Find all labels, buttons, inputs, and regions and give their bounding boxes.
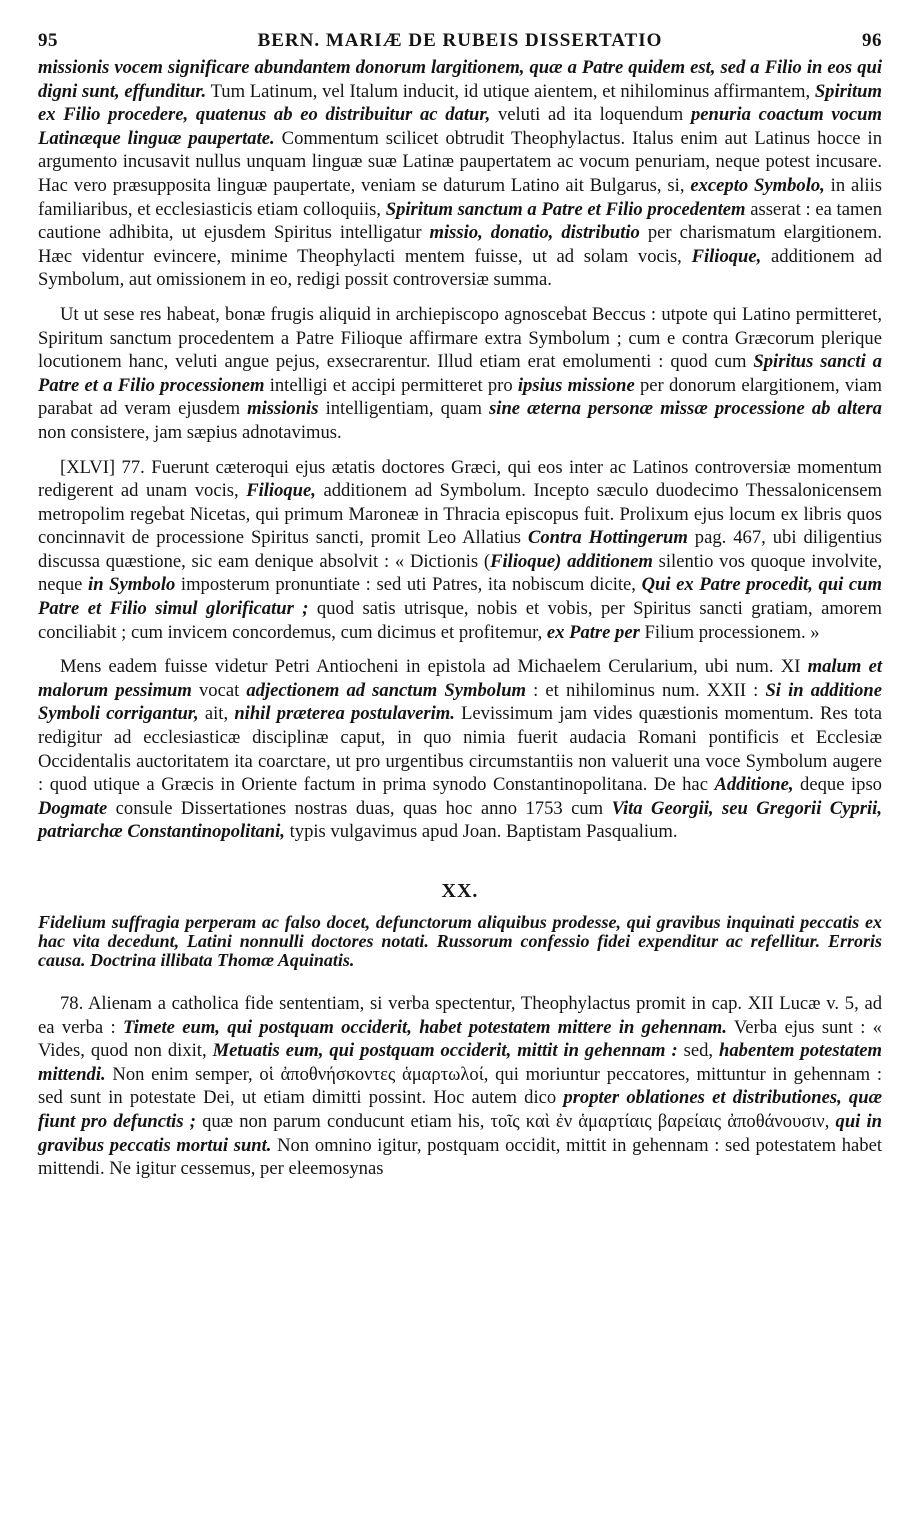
text-run: per charismatum elargitionem. Hæc videntur evincere, minime Theophylacti mentem fuisse, ut ad solam vocis, — [38, 222, 882, 267]
italic-run: Vita Georgii, seu Gregorii Cyprii, patriarchæ Constantinopolitani, — [38, 797, 882, 843]
text-run: vocat — [191, 679, 247, 701]
text-run: Tum Latinum, vel Italum inducit, id utique aientem, et nihilominus affirmantem, — [206, 80, 815, 102]
italic-run: habentem potestatem mittendi. — [38, 1040, 883, 1085]
italic-run: Timete eum, qui postquam occiderit, habet potestatem mittere in gehennam. — [122, 1016, 727, 1038]
text-run: consule Dissertationes nostras duas, quas hoc anno 1753 cum — [107, 797, 612, 819]
italic-run: qui in gravibus peccatis mortui sunt. — [38, 1110, 882, 1156]
italic-run: missionis vocem significare abundantem donorum largitionem, quæ a Patre quidem est, sed a Filio in eos qui digni sunt, effunditur. — [38, 57, 882, 102]
italic-run: sine æterna personæ missæ processione ab altera — [489, 398, 882, 420]
italic-run: excepto Symbolo, — [690, 174, 825, 196]
text-run: quod satis utrisque, nobis et vobis, per Spiritus sancti gratiam, amorem conciliabit ; cum invicem concordemus, cum dicimus et profitemur, — [38, 598, 882, 643]
italic-run: Metuatis eum, qui postquam occiderit, mittit in gehennam : — [212, 1040, 678, 1062]
italic-run: penuria coactum vocum Latinæque linguæ paupertate. — [38, 104, 882, 149]
text-run: imposterum pronuntiate : sed uti Patres, ita nobiscum dicite, — [175, 574, 642, 596]
italic-run: Additione, — [714, 774, 794, 796]
italic-run: Spiritum sanctum a Patre et Filio procedentem — [385, 198, 746, 220]
text-run: Non enim semper, οἱ ἀποθνήσκοντες ἁμαρτωλοί, qui moriuntur peccatores, mittuntur in gehennam : sed sunt in potestate Dei, ut etiam dimitti possint. Hoc autem dico — [38, 1063, 882, 1109]
text-run: deque ipso — [793, 774, 882, 796]
text-run: quæ non parum conducunt etiam his, τοῖς καὶ ἐν ἁμαρτίαις βαρείαις ἀποθάνουσιν, — [195, 1110, 836, 1132]
text-run: Levissimum jam vides quæstionis momentum. Res tota redigitur ad ecclesiasticæ disciplinæ caput, in quo nimia fuerit audacia Romani pontificis et Ecclesiæ Occidentalis auctoritatem ita coarctare, ut pro urgentibus circumstantiis non valuerit una voce Symbolum augere : quod utique a Græcis in Oriente factum in prima synodo Constantinopolitana. De hac — [38, 703, 883, 796]
page-number-left: 95 — [38, 30, 58, 51]
text-run: Non omnino igitur, postquam occidit, mittit in gehennam : sed potestatem habet mittendi. Ne igitur cessemus, per eleemosynas — [38, 1134, 882, 1180]
italic-run: propter oblationes et distributiones, quæ fiunt pro defunctis ; — [38, 1087, 882, 1132]
paragraph-1 — [38, 56, 882, 292]
text-run: [XLVI] 77. Fuerunt cæteroqui ejus ætatis doctores Græci, qui eos inter ac Latinos controversiæ momentum redigerent ad unam vocis, — [38, 456, 882, 502]
text-run: sed, — [677, 1040, 720, 1062]
italic-run: Si in additione Symboli corrigantur, — [38, 679, 882, 725]
italic-run: Filioque, — [691, 245, 762, 267]
paragraph-2 — [38, 303, 882, 445]
text-run: pag. 467, ubi diligentius discussa quæstione, sic eam denique absolvit : « Dictionis ( — [38, 527, 882, 572]
italic-run: missionis — [247, 398, 319, 420]
paragraph-78 — [38, 992, 882, 1181]
section-summary: Fidelium suffragia perperam ac falso docet, defunctorum aliquibus prodesse, qui gravibus inquinati peccatis ex hac vita decedunt, Latini nonnulli doctores notati. Russorum confessio fidei expenditur ac refellitur. Erroris causa. Doctrina illibata Thomæ Aquinatis. — [38, 912, 882, 970]
page-number-right: 96 — [861, 30, 882, 51]
text-run: Commentum scilicet obtrudit Theophylactus. Italus enim aut Latinus hocce in argumento incusavit nullus unquam linguæ suæ Latinæ paupertatem ac vocum penuriam, neque potest incusare. Hac vero præsupposita linguæ paupertate, veniam se daturum Latino ait Bulgarus, si, — [38, 127, 883, 196]
text-run: ait, — [198, 703, 235, 725]
text-run: asserat : ea tamen cautione adhibita, ut ejusdem Spiritus intelligatur — [38, 198, 882, 244]
main-text — [38, 56, 882, 1181]
italic-run: Filioque) additionem — [490, 550, 653, 572]
italic-run: Qui ex Patre procedit, qui cum Patre et Filio simul glorificatur ; — [38, 574, 882, 620]
paragraph-3 — [38, 456, 882, 645]
text-run: Filium processionem. » — [639, 621, 820, 643]
text-run: non consistere, jam sæpius adnotavimus. — [38, 421, 342, 443]
text-run: 78. Alienam a catholica fide sententiam, si verba spectentur, Theophylactus promit in cap. XII Lucæ v. 5, ad ea verba : — [38, 993, 882, 1038]
text-run: additionem ad Symbolum. Incepto sæculo duodecimo Thessalonicensem metropolim regebat Nicetas, qui primum Maroneæ in Thracia episcopus fuit. Prolixum ejus locum ex libris quos concinnavit de processione Spiritus sancti, promit Leo Allatius — [38, 480, 883, 549]
running-title: BERN. MARIÆ DE RUBEIS DISSERTATIO — [257, 30, 663, 51]
italic-run: Filioque, — [246, 480, 316, 502]
paragraph-4 — [38, 655, 882, 844]
italic-run: Spiritus sancti a Patre et a Filio processionem — [38, 351, 882, 396]
italic-run: ex Patre per — [546, 621, 640, 643]
text-run: : et nihilominus num. XXII : — [526, 679, 766, 701]
italic-run: ipsius missione — [517, 374, 635, 396]
section-heading: XX. — [441, 880, 479, 902]
text-run: intelligi et accipi permitteret pro — [264, 374, 518, 396]
text-run: silentio vos quoque involvite, neque — [38, 550, 883, 596]
italic-run: missio, donatio, distributio — [429, 222, 640, 244]
running-header — [38, 30, 882, 56]
text-run: typis vulgavimus apud Joan. Baptistam Pasqualium. — [284, 821, 678, 843]
text-run: Mens eadem fuisse videtur Petri Antiocheni in epistola ad Michaelem Cerularium, ubi num. XI — [60, 656, 808, 678]
italic-run: adjectionem ad sanctum Symbolum — [246, 679, 527, 701]
text-run: veluti ad ita loquendum — [490, 104, 691, 126]
italic-run: in Symbolo — [88, 574, 176, 596]
italic-run: Dogmate — [38, 797, 108, 819]
italic-run: Contra Hottingerum — [527, 527, 688, 549]
italic-run: Spiritum ex Filio procedere, quatenus ab eo distribuitur ac datur, — [38, 80, 882, 126]
text-run: Verba ejus sunt : « Vides, quod non dixit, — [38, 1016, 882, 1062]
text-run: per donorum elargitionem, viam parabat ad veram ejusdem — [38, 374, 883, 420]
text-run: in aliis familiaribus, et ecclesiasticis etiam colloquiis, — [38, 174, 882, 220]
text-run: intelligentiam, quam — [318, 398, 490, 420]
text-run: additionem ad Symbolum, aut omissionem in eo, redigi possit controversiæ summa. — [38, 245, 882, 291]
italic-run: nihil præterea postulaverim. — [234, 703, 455, 725]
italic-run: malum et malorum pessimum — [38, 656, 882, 701]
text-run: Ut ut sese res habeat, bonæ frugis aliquid in archiepiscopo agnoscebat Beccus : utpote qui Latino permitteret, Spiritum sanctum procedentem a Patre Filioque affirmare extra Symbolum ; cum e contra Græcorum plerique locutionem hanc, veluti angue pejus, exsecrarentur. Illud etiam erat emolumenti : quod cum — [38, 303, 882, 373]
